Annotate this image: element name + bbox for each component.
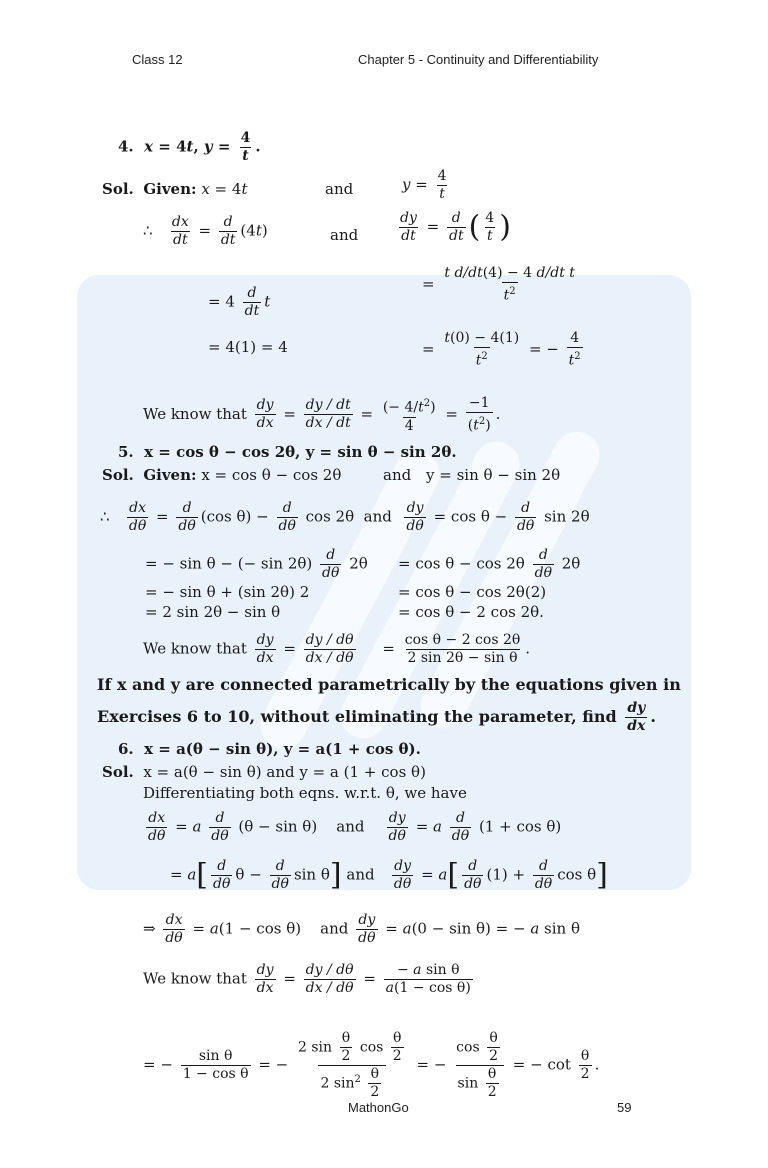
q4-and-2: and <box>330 226 359 244</box>
q4-given-y: y = $\frac{4}{t}$ <box>402 168 447 202</box>
q6-given: Sol. x = a(θ − sin θ) and y = a (1 + cos θ) <box>102 763 426 781</box>
q5-x-step2: = − sin θ − (− sin 2θ) $\frac{d}{d\theta}$ 2θ <box>145 547 368 581</box>
header-class: Class 12 <box>132 52 183 67</box>
footer-brand: MathonGo <box>348 1100 409 1115</box>
q6-step2: = a[ $\frac{d}{d\theta}$ θ − $\frac{d}{d\theta}$ sin θ] and $\frac{dy}{d\theta}$ = a[ $\frac{d}{d\theta}$ (1) + $\frac{d}{d\theta}$ cos θ] <box>170 857 608 893</box>
q5-statement: 5. x = cos θ − cos 2θ, y = sin θ − sin 2θ. <box>118 443 457 461</box>
q5-y-step3: = cos θ − cos 2θ(2) <box>398 583 547 601</box>
q5-y-step4: = cos θ − 2 cos 2θ. <box>398 603 544 621</box>
q4-step-y2: = $\frac{t(0) - 4(1)}{t^2}$ = − $\frac{4}{t^2}$ <box>422 330 581 369</box>
q6-result2: = − $\frac{\text{sin θ}}{\text{1 − cos θ}}$ = − 2 sin $\frac{\theta}{2}$ cos $\frac{\theta}{2}$ 2 $\sin^2$ $\frac{\theta}{2}$ = − cos $\frac{\theta}{2}$ sin $\frac{\theta}{2}$ = − cot $\frac{\theta}{2}$ . <box>143 1030 600 1100</box>
instruction-line2: Exercises 6 to 10, without eliminating the parameter, find $\frac{dy}{dx}$ . <box>97 700 656 734</box>
q6-step3: ⇒ $\frac{dx}{d\theta}$ = a(1 − cos θ) and $\frac{dy}{d\theta}$ = a(0 − sin θ) = − a sin θ <box>143 912 581 946</box>
q4-step-x2: = 4(1) = 4 <box>208 338 288 356</box>
q5-given-y: y = sin θ − sin 2θ <box>426 466 561 484</box>
q5-dxdtheta: ∴ $\frac{dx}{d\theta}$ = $\frac{d}{d\theta}$ (cos θ) − $\frac{d}{d\theta}$ cos 2θ and $\frac{dy}{d\theta}$ = cos θ − $\frac{d}{d\theta}$ sin 2θ <box>100 500 590 534</box>
q6-step1: $\frac{dx}{d\theta}$ = a $\frac{d}{d\theta}$ (θ − sin θ) and $\frac{dy}{d\theta}$ = a $\frac{d}{d\theta}$ (1 + cos θ) <box>148 810 562 844</box>
q4-given: Sol. Given: x = 4t <box>102 180 248 198</box>
q4-and-1: and <box>325 180 354 198</box>
q5-x-step4: = 2 sin 2θ − sin θ <box>145 603 281 621</box>
instruction-line1: If x and y are connected parametrically by the equations given in <box>97 675 681 694</box>
page-number: 59 <box>617 1100 632 1115</box>
q4-step-y1: = $\frac{\text{t d/dt(4) − 4 d/dt t}}{t^2}$ <box>422 265 575 304</box>
q5-y-step2: = cos θ − cos 2θ $\frac{d}{d\theta}$ 2θ <box>398 547 581 581</box>
q6-result1: We know that $\frac{dy}{dx}$ = $\frac{dy / d\theta}{dx / d\theta}$ = $\frac{\text{− a sin θ}}{\text{a(1 − cos θ)}}$ <box>143 962 471 996</box>
q4-statement: 4. x = 4t, y = $\frac{4}{t}$ . <box>118 130 261 164</box>
q4-step-x1: = 4 $\frac{d}{dt}$ t <box>208 285 271 319</box>
q5-result: We know that $\frac{dy}{dx}$ = $\frac{dy / d\theta}{dx / d\theta}$ = $\frac{\text{cos θ − 2 cos 2θ}}{\text{2 sin 2θ − sin θ}}$ . <box>143 632 531 666</box>
q4-dydt: $\frac{dy}{dt}$ = $\frac{d}{dt}$ ( $\frac{4}{t}$ ) <box>400 209 511 245</box>
q6-statement: 6. x = a(θ − sin θ), y = a(1 + cos θ). <box>118 740 421 758</box>
q5-given: Sol. Given: x = cos θ − cos 2θ <box>102 466 342 484</box>
q6-diff-note: Differentiating both eqns. w.r.t. θ, we have <box>143 784 467 802</box>
q4-result: We know that $\frac{dy}{dx}$ = $\frac{dy / dt}{dx / dt}$ = $\frac{(- 4/t^2)}{4}$ = $\frac{-1}{(t^2)}$ . <box>143 395 501 434</box>
q5-x-step3: = − sin θ + (sin 2θ) 2 <box>145 583 310 601</box>
header-chapter: Chapter 5 - Continuity and Differentiability <box>358 52 599 67</box>
q4-dxdt: ∴ $\frac{dx}{dt}$ = $\frac{d}{dt}$ (4t) <box>143 214 268 248</box>
q5-and: and <box>383 466 412 484</box>
